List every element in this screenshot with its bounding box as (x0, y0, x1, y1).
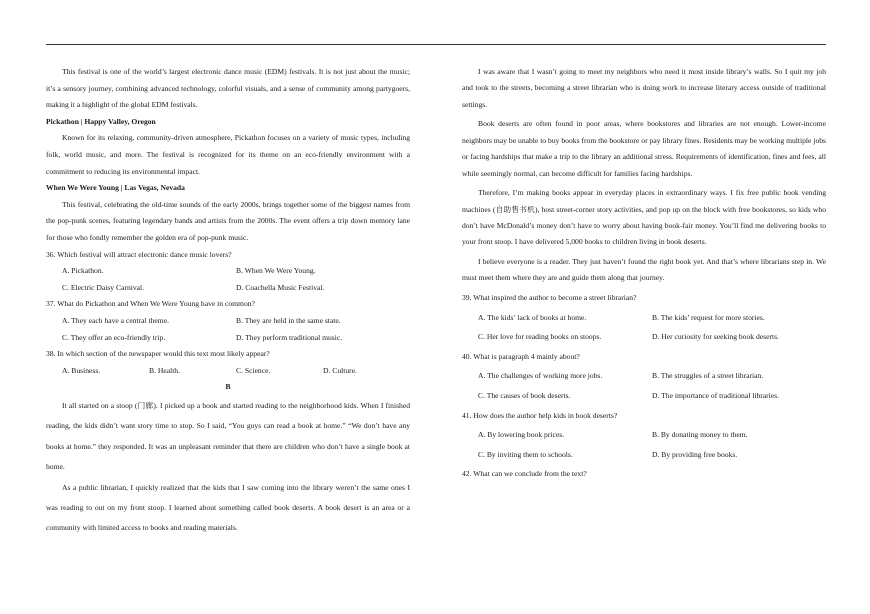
option: C. By inviting them to schools. (478, 449, 573, 459)
paragraph: This festival, celebrating the old-time sounds of the early 2000s, brings together some of the biggest names from the pop-punk scenes, featuring legendary bands and artists from the 2000s. The event offers a trip down memory lane for those who fondly remember the golden era of pop-punk music. (46, 199, 410, 242)
option: D. They perform traditional music. (236, 332, 343, 342)
paragraph: Book deserts are often found in poor areas, where bookstores and libraries are not enough. Lower-income neighbors may be unable to buy books from the bookstore or pay library fines. Residents may be working multiple jobs or facing hardships that make a trip to the library an additional stress. Requirements of identification, fines and fees, all while seemingly normal, can become difficult for families facing hardships. (462, 119, 826, 178)
question-42: 42. What can we conclude from the text? (462, 469, 587, 479)
option: A. They each have a central theme. (62, 315, 169, 325)
festival-heading: When We Were Young | Las Vegas, Nevada (46, 183, 185, 193)
option: C. They offer an eco-friendly trip. (62, 332, 166, 342)
paragraph: Therefore, I’m making books appear in everyday places in extraordinary ways. I fix free public book vending machines (自助售书机), host street-corner story activities, and pop up on the block with free bookstores, so kids who don’t have McDonald’s money don’t have to worry about having book-fair money. You’ll find me delivering books to your front stoop. I have delivered 5,000 books to children living in book deserts. (462, 188, 826, 247)
question-36: 36. Which festival will attract electronic dance music lovers? (46, 249, 232, 259)
question-41-options (462, 427, 826, 463)
option: B. When We Were Young. (236, 266, 316, 276)
option: C. Science. (236, 365, 271, 375)
question-38: 38. In which section of the newspaper would this text most likely appear? (46, 349, 270, 359)
option: A. Business. (62, 365, 101, 375)
option: B. By donating money to them. (652, 430, 748, 440)
option: C. Her love for reading books on stoops. (478, 332, 602, 342)
festival-heading: Pickathon | Happy Valley, Oregon (46, 116, 156, 126)
question-38-options (46, 363, 410, 380)
paragraph: As a public librarian, I quickly realized that the kids that I saw coming into the library weren’t the same ones I was reading to out on my front stoop. I learned about something called book deserts. A book desert is an area or a community with limited access to books and reading materials. (46, 482, 410, 533)
option: A. The challenges of working more jobs. (478, 371, 603, 381)
option: D. The importance of traditional libraries. (652, 391, 780, 400)
question-37-options (46, 313, 410, 346)
top-rule (46, 44, 826, 45)
option: D. Her curiosity for seeking book deserts. (652, 332, 779, 342)
option: A. By lowering book prices. (478, 430, 565, 440)
paragraph: I was aware that I wasn’t going to meet my neighbors who need it most inside library’s walls. So I quit my job and took to the streets, becoming a street librarian who is doing work to increase literary access outside of traditional settings. (462, 67, 826, 109)
left-column (46, 64, 410, 539)
paragraph: I believe everyone is a reader. They just haven’t found the right book yet. And that’s where librarians step in. We must meet them where they are and guide them along that journey. (462, 257, 826, 283)
option: D. Coachella Music Festival. (236, 282, 325, 292)
question-36-options (46, 263, 410, 296)
question-37: 37. What do Pickathon and When We Were Young have in common? (46, 299, 255, 309)
option: A. The kids’ lack of books at home. (478, 312, 587, 322)
question-40: 40. What is paragraph 4 mainly about? (462, 351, 580, 361)
option: B. The kids’ request for more stories. (652, 312, 765, 322)
paragraph: It all started on a stoop (门廊). I picked up a book and started reading to the neighborhood kids. When I finished reading, the kids didn’t want story time to stop. So I said, “You guys can read a book at home.” “We don’t have any books at home.” they responded. It was an unpleasant reminder that there are children who don’t have a single book at home. (46, 400, 410, 472)
question-40-options (462, 368, 826, 404)
paragraph: This festival is one of the world’s largest electronic dance music (EDM) festivals. It is not just about the music; it’s a sensory journey, combining advanced technology, colorful visuals, and a sense of community among partygoers, making it a highlight of the global EDM festivals. (46, 67, 410, 110)
option: B. Health. (149, 365, 181, 375)
option: C. Electric Daisy Carnival. (62, 282, 145, 292)
option: D. By providing free books. (652, 449, 738, 459)
right-column (462, 64, 826, 486)
question-41: 41. How does the author help kids in book deserts? (462, 410, 618, 420)
option: D. Culture. (323, 365, 357, 375)
option: C. The causes of book deserts. (478, 391, 571, 400)
question-39: 39. What inspired the author to become a street librarian? (462, 293, 637, 303)
paragraph: Known for its relaxing, community-driven atmosphere, Pickathon focuses on a variety of music types, including folk, world music, and more. The festival is recognized for its theme on an eco-friendly environment with a commitment to reducing its environmental impact. (46, 133, 410, 176)
question-39-options (462, 310, 826, 346)
option: A. Pickathon. (62, 266, 104, 276)
section-heading: B (225, 382, 231, 392)
option: B. They are held in the same state. (236, 315, 341, 325)
option: B. The struggles of a street librarian. (652, 371, 764, 381)
